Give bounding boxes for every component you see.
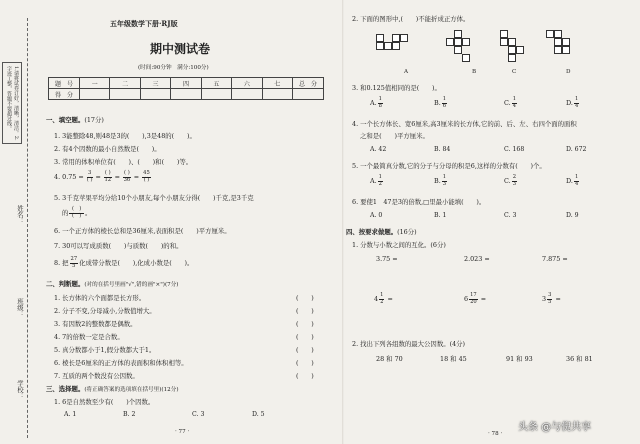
net-square xyxy=(500,38,508,46)
net-square xyxy=(400,34,408,42)
net-square xyxy=(376,42,384,50)
score-header-cell: 二 xyxy=(110,78,140,89)
score-cell[interactable] xyxy=(232,89,262,100)
answer-parentheses[interactable]: ( ) xyxy=(296,346,314,354)
judge-item: 4. 7的倍数一定是合数。 xyxy=(54,333,124,341)
page-title: 期中测试卷 xyxy=(150,42,211,56)
choice-option[interactable]: A. 42 xyxy=(370,146,387,153)
option-b[interactable]: B. $\frac{1}{6}$ xyxy=(434,95,447,109)
r-q3: 3. 和0.125值相同的是( )。 xyxy=(352,84,441,92)
net-square xyxy=(454,38,462,46)
s1-q3: 3. 常用的体积单位有( )、( )和( )等。 xyxy=(54,158,193,166)
option-c[interactable]: C. $\frac{1}{4}$ xyxy=(504,95,517,109)
answer-parentheses[interactable]: ( ) xyxy=(296,320,314,328)
choice-option[interactable]: D. 672 xyxy=(566,146,587,153)
r-q6: 6. 要使1 47是3的倍数,□里最小能填( )。 xyxy=(352,198,486,206)
net-square xyxy=(516,46,524,54)
judge-item: 3. 有因数2的整数都是偶数。 xyxy=(54,320,137,328)
numerator[interactable]: ( ) xyxy=(104,169,111,176)
net-label: C xyxy=(512,69,517,75)
convert-item: 3.75 = xyxy=(376,255,398,263)
net-square xyxy=(562,38,570,46)
score-header-cell: 题 号 xyxy=(49,78,80,89)
page-fold xyxy=(342,0,344,444)
s1-q4-lead: 4. 0.75 = xyxy=(54,173,84,181)
option-b[interactable]: B. $\frac{1}{3}$ xyxy=(434,173,447,187)
answer-parentheses[interactable]: ( ) xyxy=(296,294,314,302)
choice-option[interactable]: C. 168 xyxy=(504,146,525,153)
net-label: D xyxy=(566,69,571,75)
section2-heading xyxy=(46,280,179,289)
net-square xyxy=(554,38,562,46)
s4-q1: 1. 分数与小数之间的互化。(6分) xyxy=(352,241,446,249)
judge-item: 5. 真分数都小于1,假分数都大于1。 xyxy=(54,346,156,354)
s1-q1: 1. 3能整除48,则48是3的( ),3是48的( )。 xyxy=(54,132,196,140)
score-cell[interactable] xyxy=(140,89,170,100)
numerator: 27 xyxy=(70,255,78,262)
section2-title: 二、判断题。 xyxy=(46,280,85,288)
net-square xyxy=(446,38,454,46)
option-a[interactable]: A. $\frac{1}{2}$ xyxy=(370,173,382,187)
section4-points: (16分) xyxy=(397,228,417,236)
r-q4: 4. 一个长方体长、宽6厘米,高3厘米的长方体,它的前、后、左、右四个面的面积 xyxy=(352,120,577,128)
section2-note: (对的在括号里画"√",错的画"×")(7分) xyxy=(84,282,179,288)
gcd-pair: 91 和 93 xyxy=(506,355,533,363)
choice-option[interactable]: B. 84 xyxy=(434,146,451,153)
answer-parentheses[interactable]: ( ) xyxy=(296,372,314,380)
choice-option[interactable]: B. 1 xyxy=(434,212,447,219)
convert-item: 6 $\frac{17}{20}$ = xyxy=(464,291,487,305)
option-d[interactable]: D. $\frac{1}{4}$ xyxy=(566,173,579,187)
s1-q8-rest: 化成带分数是( ),化成小数是( )。 xyxy=(79,259,194,267)
page-number-left: · 77 · xyxy=(175,429,190,435)
net-square xyxy=(392,34,400,42)
net-square xyxy=(454,30,462,38)
judge-item: 7. 互质的两个数没有公因数。 xyxy=(54,372,139,380)
net-square xyxy=(554,46,562,54)
r-q2: 2. 下面的图形中,( )不能折成正方体。 xyxy=(352,15,470,23)
convert-item: 7.875 = xyxy=(542,255,568,263)
convert-item: 3 $\frac{3}{5}$ = xyxy=(542,291,561,305)
page-number-right: · 78 · xyxy=(488,431,503,437)
score-cell[interactable] xyxy=(201,89,231,100)
net-square xyxy=(508,54,516,62)
score-header-cell: 四 xyxy=(171,78,201,89)
fraction xyxy=(142,171,151,183)
section3-title: 三、选择题。 xyxy=(46,385,85,393)
s1-q4: 4. 0.75 = $\frac{3}{( )}$ = $\frac{( )}{12}$ = $\frac{( )}{36}$ = $\frac{45}{( )}$ xyxy=(54,169,150,183)
book-subtitle: 五年级数学下册·RJ版 xyxy=(110,19,178,28)
net-square xyxy=(554,30,562,38)
denominator: 5 xyxy=(72,262,76,269)
choice-option[interactable]: D. 5 xyxy=(252,411,265,418)
numerator: 45 xyxy=(143,169,150,176)
denominator: 12 xyxy=(104,176,112,183)
notice-text: 1.请将试卷订好，清晰，清洁。2.字迹工整，答题不要超过线。 xyxy=(6,66,19,141)
gcd-pair: 28 和 70 xyxy=(376,355,403,363)
s1-q5-end: 。 xyxy=(84,209,92,217)
s1-q5-cont xyxy=(62,206,91,220)
fraction xyxy=(87,171,93,183)
choice-option[interactable]: A. 0 xyxy=(370,212,383,219)
gcd-pair: 36 和 81 xyxy=(566,355,593,363)
answer-parentheses[interactable]: ( ) xyxy=(296,333,314,341)
option-d[interactable]: D. $\frac{1}{4}$ xyxy=(566,95,579,109)
convert-item: 2.023 = xyxy=(464,255,490,263)
score-cell[interactable] xyxy=(110,89,140,100)
choice-option[interactable]: D. 9 xyxy=(566,212,579,219)
denominator: 36 xyxy=(123,176,131,183)
numerator[interactable]: ( ) xyxy=(124,169,130,176)
section3-note: (将正确答案的选项填在括号里)(12分) xyxy=(84,387,179,393)
net-square xyxy=(546,30,554,38)
score-cell[interactable] xyxy=(262,89,292,100)
net-square xyxy=(462,54,470,62)
choice-option[interactable]: A. 1 xyxy=(64,411,77,418)
judge-item: 1. 长方体的六个面都是长方形。 xyxy=(54,294,146,302)
s1-q2: 2. 有4个因数的最小自然数是( )。 xyxy=(54,145,161,153)
net-square xyxy=(376,34,384,42)
s1-q8-lead: 8. 把 xyxy=(54,259,69,267)
school-label: 学校： xyxy=(16,380,24,400)
score-header-cell: 三 xyxy=(140,78,170,89)
fraction xyxy=(123,171,131,183)
s3-q1: 1. 6是自然数至少有( )个因数。 xyxy=(54,398,155,406)
name-label: 姓名： xyxy=(16,205,24,225)
fraction xyxy=(70,257,79,269)
score-header-cell: 六 xyxy=(232,78,262,89)
class-label: 班级： xyxy=(16,298,24,318)
score-header-cell: 总 分 xyxy=(293,78,324,89)
r-q5: 5. 一个最简真分数,它的分子与分母的积是6,这样的分数有( )个。 xyxy=(352,162,546,170)
choice-option[interactable]: B. 2 xyxy=(123,411,136,418)
score-cell[interactable] xyxy=(80,89,110,100)
answer-parentheses[interactable]: ( ) xyxy=(296,307,314,315)
gcd-pair: 18 和 45 xyxy=(440,355,467,363)
section1-heading xyxy=(46,116,104,124)
watermark: 头条 @与倪共享 xyxy=(518,422,592,433)
choice-option[interactable]: C. 3 xyxy=(504,212,517,219)
denominator[interactable]: ( ) xyxy=(143,176,150,183)
s1-q8 xyxy=(54,256,193,270)
binding-line xyxy=(27,18,28,438)
net-label: B xyxy=(472,69,477,75)
s1-q7: 7. 30可以写成质数( )与质数( )的和。 xyxy=(54,242,183,250)
score-row-label: 得 分 xyxy=(49,89,80,100)
section3-heading xyxy=(46,385,179,394)
numerator: 3 xyxy=(87,169,92,176)
section4-heading xyxy=(346,228,417,236)
convert-item: 4 $\frac{1}{2}$ = xyxy=(374,291,393,305)
answer-parentheses[interactable]: ( ) xyxy=(296,359,314,367)
score-cell[interactable] xyxy=(171,89,201,100)
score-header-cell: 一 xyxy=(80,78,110,89)
net-square xyxy=(500,30,508,38)
blank-fraction[interactable]: $\frac{( )}{( )}$ xyxy=(70,205,83,219)
net-square xyxy=(508,38,516,46)
net-square xyxy=(392,42,400,50)
choice-option[interactable]: C. 3 xyxy=(192,411,205,418)
option-a[interactable]: A. $\frac{1}{8}$ xyxy=(370,95,382,109)
r-q4-cont: 之和是( )平方厘米。 xyxy=(360,132,429,140)
net-square xyxy=(462,38,470,46)
judge-item: 6. 棱长是6厘米的正方体的表面积和体积相等。 xyxy=(54,359,188,367)
option-c[interactable]: C. $\frac{2}{3}$ xyxy=(504,173,517,187)
denominator[interactable]: ( ) xyxy=(86,176,93,183)
net-square xyxy=(508,46,516,54)
net-label: A xyxy=(404,69,409,75)
net-square xyxy=(454,46,462,54)
section1-title: 一、填空题。 xyxy=(46,116,85,124)
judge-item: 2. 分子不变,分母减小,分数值增大。 xyxy=(54,307,156,315)
s1-q5-of: 的 xyxy=(62,209,69,217)
score-header-cell: 五 xyxy=(201,78,231,89)
section1-points: (17分) xyxy=(84,116,104,124)
score-header-cell: 七 xyxy=(262,78,292,89)
s1-q6: 6. 一个正方体的棱长总和是36厘米,表面积是( )平方厘米。 xyxy=(54,227,231,235)
time-note: (时间:90分钟 满分:100分) xyxy=(138,65,209,71)
score-cell[interactable] xyxy=(293,89,324,100)
fraction xyxy=(104,171,112,183)
net-square xyxy=(562,46,570,54)
net-square xyxy=(384,42,392,50)
s4-q2: 2. 找出下列各组数的最大公因数。(4分) xyxy=(352,340,466,348)
score-table xyxy=(48,77,324,100)
s1-q5: 5. 3千克苹果平均分给10个小朋友,每个小朋友分得( )千克,是3千克 xyxy=(54,194,254,202)
section4-title: 四、按要求做题。 xyxy=(346,228,398,236)
